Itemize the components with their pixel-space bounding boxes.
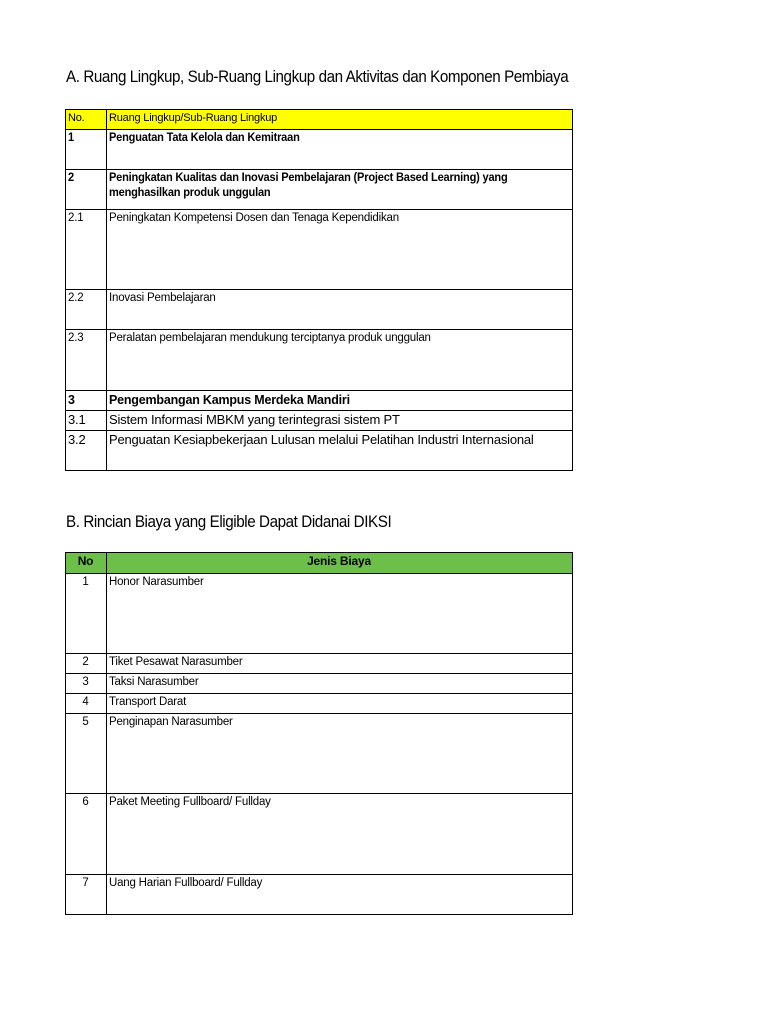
cost-table: [65, 552, 573, 915]
row-label: Honor Narasumber: [107, 574, 573, 654]
table-row: [66, 130, 573, 170]
row-no: 5: [66, 714, 107, 794]
row-no: 3: [68, 392, 75, 407]
row-no: 3: [66, 674, 107, 694]
section-b-title: B. Rincian Biaya yang Eligible Dapat Didanai DIKSI: [66, 513, 392, 531]
row-no: 2.3: [66, 330, 107, 391]
header-label: Jenis Biaya: [107, 553, 573, 574]
row-label: Peningkatan Kompetensi Dosen dan Tenaga Kependidikan: [107, 210, 573, 290]
table-row: [66, 210, 573, 290]
row-no: 2: [66, 654, 107, 674]
table-row: [66, 875, 573, 915]
table-row: [66, 714, 573, 794]
header-no: No: [66, 553, 107, 574]
row-no: 6: [66, 794, 107, 875]
table-row: [66, 794, 573, 875]
table-row: [66, 330, 573, 391]
table-row: [66, 674, 573, 694]
row-label: Taksi Narasumber: [107, 674, 573, 694]
table-row: [66, 391, 573, 411]
row-no: 3.2: [66, 431, 107, 471]
row-label: Pengembangan Kampus Merdeka Mandiri: [109, 392, 350, 407]
row-label: Penginapan Narasumber: [107, 714, 573, 794]
table-row: [66, 290, 573, 330]
row-label: Peralatan pembelajaran mendukung terciptanya produk unggulan: [107, 330, 573, 391]
table-row: [66, 431, 573, 471]
row-label: Penguatan Kesiapbekerjaan Lulusan melalui Pelatihan Industri Internasional: [107, 431, 573, 471]
table-row: [66, 654, 573, 674]
header-label: Ruang Lingkup/Sub-Ruang Lingkup: [107, 110, 573, 130]
row-label: Uang Harian Fullboard/ Fullday: [107, 875, 573, 915]
scope-table: [65, 109, 573, 471]
row-no: 2.1: [66, 210, 107, 290]
header-no: No.: [66, 110, 107, 130]
table-row: [66, 574, 573, 654]
row-no: 1: [68, 132, 74, 144]
row-label: Tiket Pesawat Narasumber: [107, 654, 573, 674]
section-a-title: A. Ruang Lingkup, Sub-Ruang Lingkup dan Aktivitas dan Komponen Pembiaya: [66, 68, 569, 86]
table-row: [66, 170, 573, 210]
table-header-row: [66, 553, 573, 574]
row-label: Sistem Informasi MBKM yang terintegrasi sistem PT: [107, 411, 573, 431]
row-label: Peningkatan Kualitas dan Inovasi Pembelajaran (Project Based Learning) yang menghasilkan produk unggulan: [109, 172, 508, 199]
row-label: Paket Meeting Fullboard/ Fullday: [107, 794, 573, 875]
row-no: 7: [66, 875, 107, 915]
row-no: 1: [66, 574, 107, 654]
table-row: [66, 411, 573, 431]
row-no: 4: [66, 694, 107, 714]
row-no: 2.2: [66, 290, 107, 330]
row-no: 2: [68, 172, 74, 184]
row-label: Penguatan Tata Kelola dan Kemitraan: [109, 132, 300, 144]
row-no: 3.1: [66, 411, 107, 431]
table-header-row: [66, 110, 573, 130]
row-label: Inovasi Pembelajaran: [107, 290, 573, 330]
table-row: [66, 694, 573, 714]
row-label: Transport Darat: [107, 694, 573, 714]
